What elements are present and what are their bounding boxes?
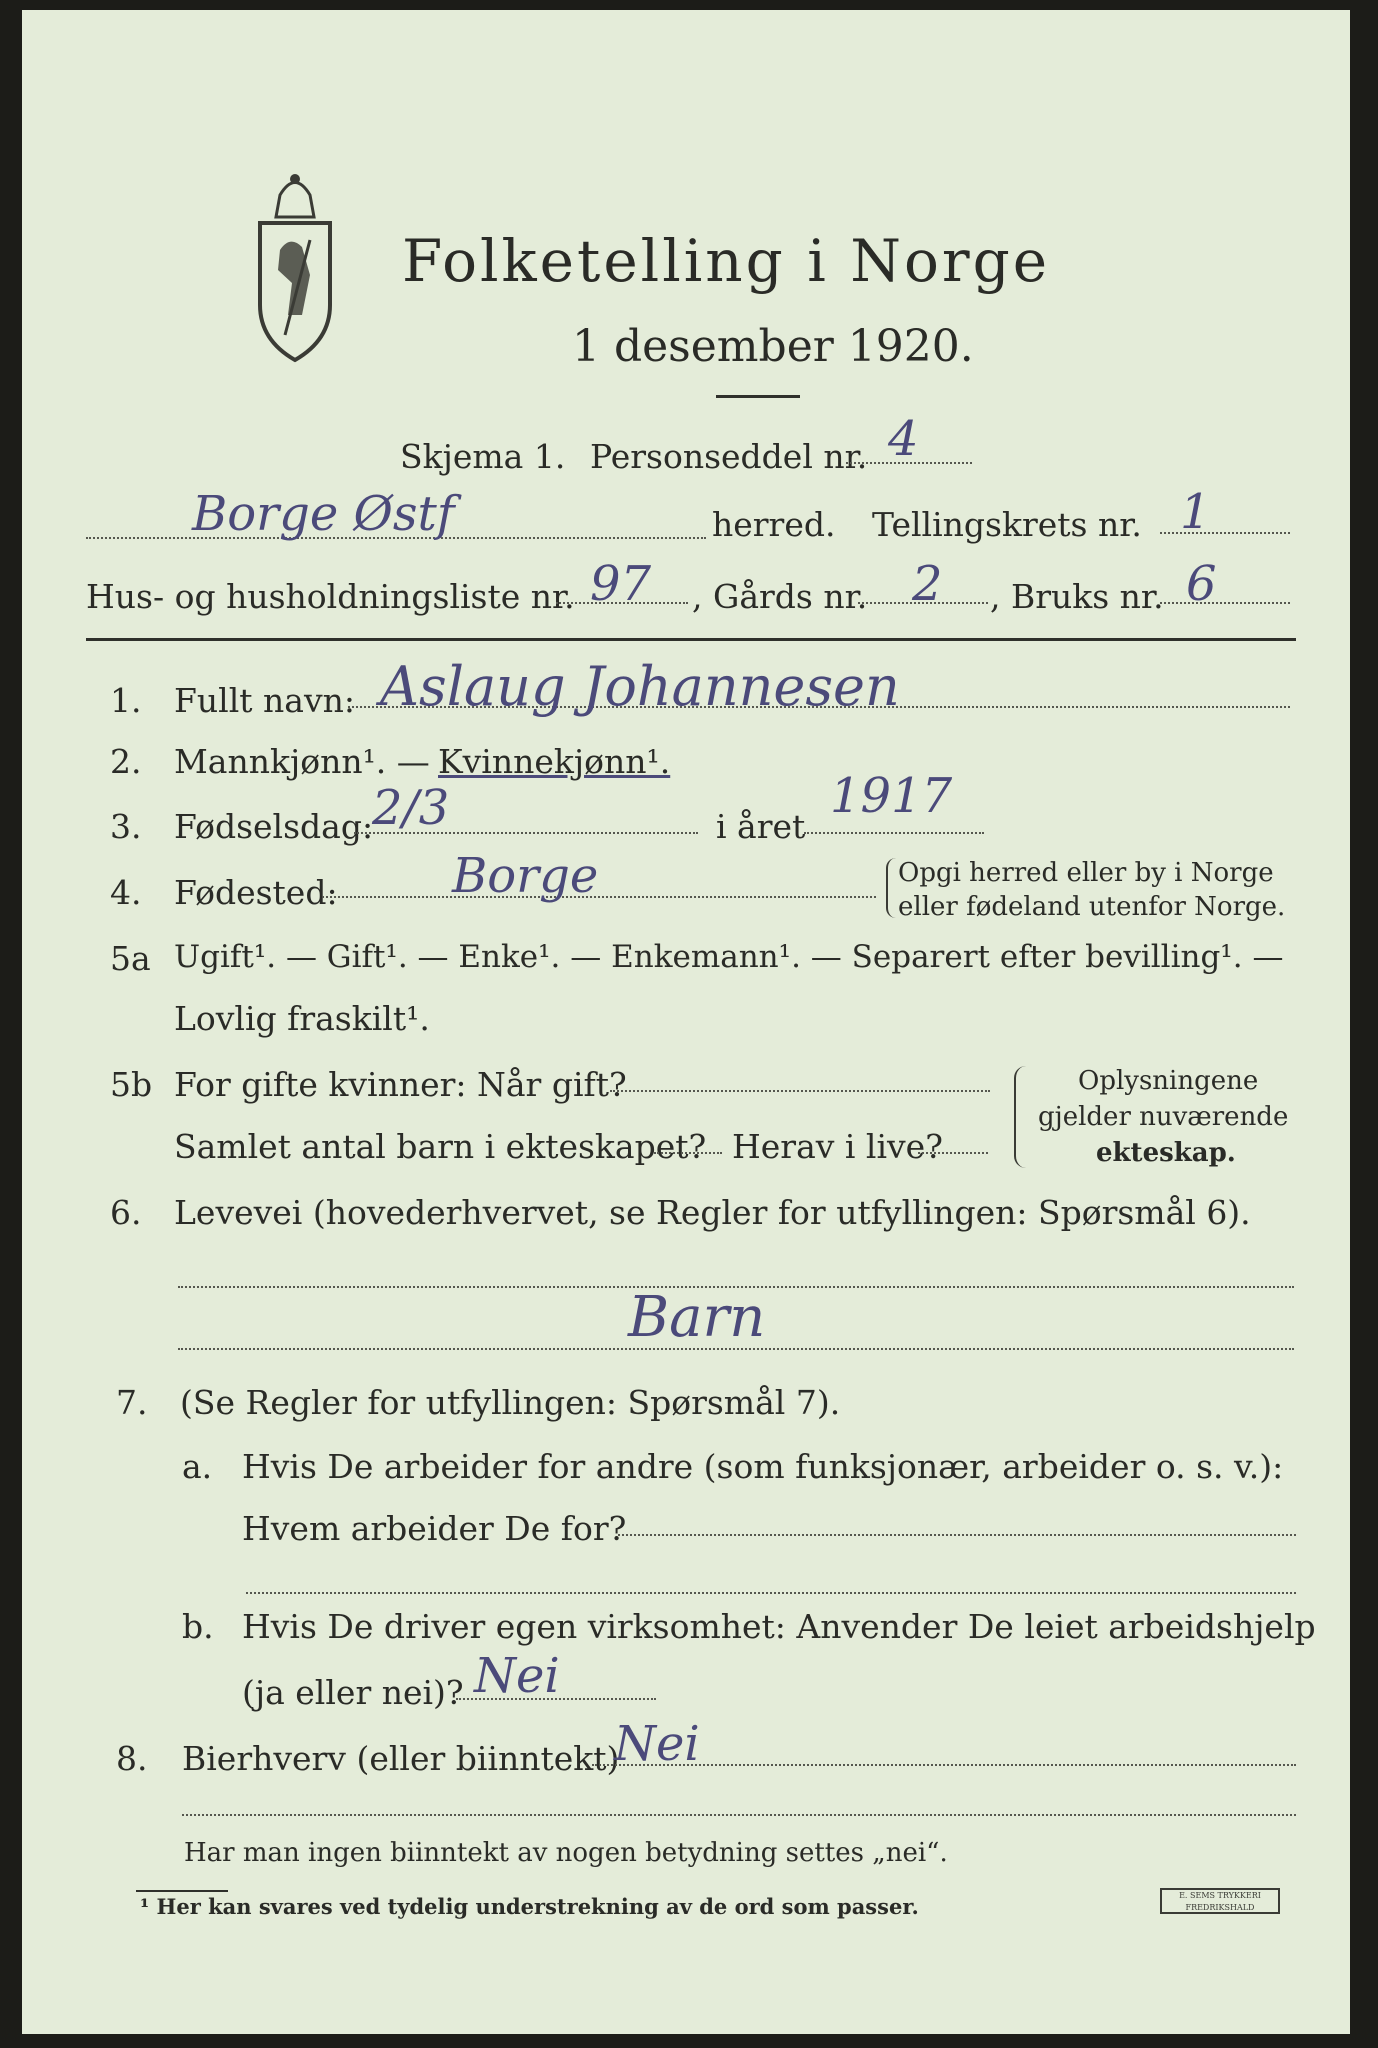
gards-label: , Gårds nr. — [692, 577, 868, 616]
q7b-text: Hvis De driver egen virksomhet: Anvender De leiet arbeidshjelp — [242, 1607, 1316, 1646]
herred-label: herred. — [712, 505, 836, 544]
q4-number: 4. — [110, 873, 142, 912]
footnote: ¹ Her kan svares ved tydelig understrekning av de ord som passer. — [140, 1894, 919, 1919]
q5b-note-line2: gjelder nuværende — [1038, 1102, 1289, 1132]
q6-value: Barn — [628, 1285, 766, 1350]
q7b-value: Nei — [474, 1648, 560, 1704]
q5b-when-line — [610, 1090, 990, 1092]
personseddel-value: 4 — [888, 411, 919, 467]
husliste-value: 97 — [590, 556, 652, 612]
q8-label: Bierhverv (eller biinntekt) — [182, 1739, 620, 1778]
norwegian-coat-of-arms-icon — [240, 165, 350, 365]
q5b-alive-line — [918, 1152, 988, 1154]
q7-number: 7. — [116, 1383, 148, 1422]
header-divider — [86, 638, 1296, 641]
q5b-line2b: Herav i live? — [732, 1127, 943, 1166]
q1-label: Fullt navn: — [174, 681, 355, 720]
q3-year-value: 1917 — [830, 768, 953, 824]
footnote-divider — [136, 1890, 228, 1892]
bruks-line — [1160, 602, 1290, 604]
q8-number: 8. — [116, 1739, 148, 1778]
husliste-label: Hus- og husholdningsliste nr. — [86, 577, 575, 616]
printer-stamp: E. SEMS TRYKKERI FREDRIKSHALD — [1160, 1888, 1280, 1914]
q4-line — [322, 896, 876, 898]
q3-label: Fødselsdag: — [174, 807, 374, 846]
q5b-note-line1: Oplysningene — [1078, 1066, 1259, 1096]
q6-line2 — [178, 1348, 1294, 1350]
gards-value: 2 — [912, 556, 943, 612]
q7a-label: a. — [182, 1447, 213, 1486]
q5b-line1: For gifte kvinner: Når gift? — [174, 1065, 627, 1104]
q3-year-line — [804, 832, 984, 834]
q3-year-label: i året — [716, 807, 806, 846]
q7b-label: b. — [182, 1607, 214, 1646]
q1-value: Aslaug Johannesen — [380, 655, 900, 718]
q8-line2 — [182, 1814, 1296, 1816]
form-title: Folketelling i Norge — [402, 227, 1051, 295]
q6-text: Levevei (hovederhvervet, se Regler for utfyllingen: Spørsmål 6). — [174, 1193, 1251, 1232]
q8-value: Nei — [614, 1716, 700, 1772]
q3-number: 3. — [110, 807, 142, 846]
tellingskrets-value: 1 — [1180, 484, 1211, 540]
q8-note: Har man ingen biinntekt av nogen betydning settes „nei“. — [184, 1838, 948, 1868]
q5b-note-brace — [1014, 1066, 1026, 1168]
q7b-text2: (ja eller nei)? — [242, 1673, 464, 1712]
q3-value: 2/3 — [372, 780, 450, 836]
q5b-line2a: Samlet antal barn i ekteskapet? — [174, 1127, 707, 1166]
q7a-text2: Hvem arbeider De for? — [242, 1509, 627, 1548]
q5b-children-line — [654, 1152, 722, 1154]
q1-number: 1. — [110, 681, 142, 720]
q4-label: Fødested: — [174, 873, 338, 912]
tellingskrets-label: Tellingskrets nr. — [872, 505, 1142, 544]
q7a-line1 — [618, 1534, 1296, 1536]
q7a-line2 — [246, 1592, 1296, 1594]
q4-value: Borge — [452, 848, 599, 904]
q7-text: (Se Regler for utfyllingen: Spørsmål 7). — [180, 1383, 841, 1422]
q5a-number: 5a — [110, 939, 151, 978]
q7a-text: Hvis De arbeider for andre (som funksjonær, arbeider o. s. v.): — [242, 1447, 1284, 1486]
q5a-text2: Lovlig fraskilt¹. — [174, 999, 430, 1038]
q4-note-brace — [886, 858, 896, 918]
title-divider — [716, 395, 800, 398]
skjema-label: Skjema 1. — [400, 437, 566, 476]
q5b-number: 5b — [110, 1065, 153, 1104]
q5b-note-line3: ekteskap. — [1096, 1138, 1236, 1168]
bruks-label: , Bruks nr. — [990, 577, 1164, 616]
personseddel-label: Personseddel nr. — [590, 437, 868, 476]
q6-number: 6. — [110, 1193, 142, 1232]
q4-note-line2: eller fødeland utenfor Norge. — [898, 892, 1286, 922]
bruks-value: 6 — [1186, 556, 1217, 612]
herred-value: Borge Østf — [192, 486, 455, 542]
q2-female: Kvinnekjønn¹. — [438, 742, 671, 781]
q5a-text: Ugift¹. — Gift¹. — Enke¹. — Enkemann¹. — Separert efter bevilling¹. — — [174, 939, 1284, 975]
form-date: 1 desember 1920. — [572, 321, 974, 372]
q2-male: Mannkjønn¹. — — [174, 742, 430, 781]
q2-number: 2. — [110, 742, 142, 781]
q4-note-line1: Opgi herred eller by i Norge — [898, 858, 1274, 888]
